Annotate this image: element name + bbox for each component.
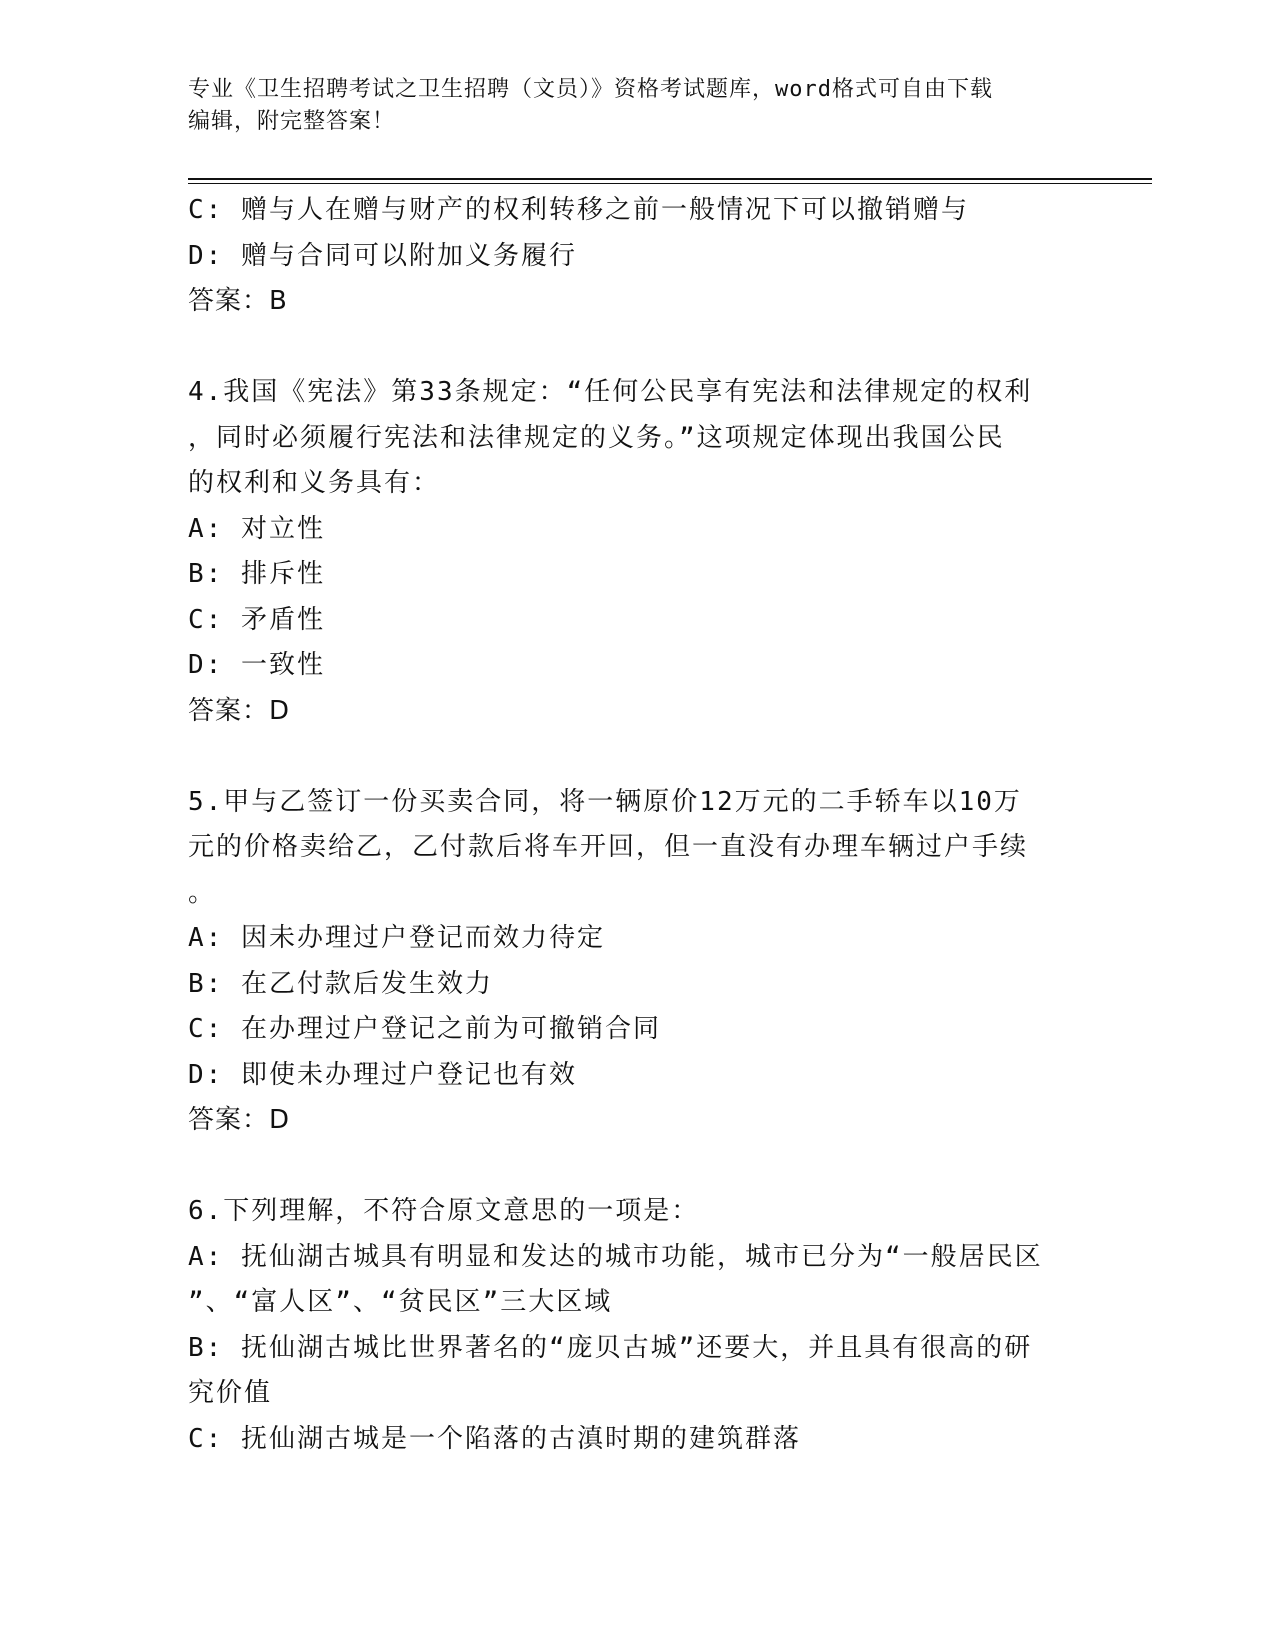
header-line-2: 编辑，附完整答案！: [188, 109, 396, 134]
answer: 答案：B: [188, 286, 288, 316]
header-rule-thin: [188, 183, 1152, 184]
option-c: C: 在办理过户登记之前为可撤销合同: [188, 1014, 661, 1044]
question-stem: 6.下列理解，不符合原文意思的一项是：: [188, 1196, 700, 1226]
question-4: [188, 370, 1088, 734]
option-a: A: 对立性: [188, 513, 325, 544]
option-d: D: 即使未办理过户登记也有效: [188, 1059, 577, 1090]
question-stem: 的权利和义务具有：: [188, 468, 441, 498]
question-stem: 5.甲与乙签订一份买卖合同，将一辆原价12万元的二手轿车以10万: [188, 786, 1022, 817]
spacer: [188, 1144, 1088, 1190]
question-5: [188, 780, 1088, 1144]
option-a: A: 抚仙湖古城具有明显和发达的城市功能，城市已分为“一般居民区: [188, 1241, 1043, 1272]
option-b: B: 抚仙湖古城比世界著名的“庞贝古城”还要大，并且具有很高的研: [188, 1332, 1033, 1363]
option-c: C: 矛盾性: [188, 604, 325, 635]
question-content: [188, 188, 1088, 1462]
answer: 答案：D: [188, 695, 291, 726]
question-stem: 元的价格卖给乙，乙付款后将车开回，但一直没有办理车辆过户手续: [188, 832, 1029, 862]
spacer: [188, 734, 1088, 780]
spacer: [188, 325, 1088, 371]
header-line-1: 专业《卫生招聘考试之卫生招聘（文员）》资格考试题库，word格式可自由下载: [188, 77, 993, 102]
question-stem: ，同时必须履行宪法和法律规定的义务。”这项规定体现出我国公民: [188, 422, 1005, 453]
option-c: C: 抚仙湖古城是一个陷落的古滇时期的建筑群落: [188, 1423, 801, 1454]
question-stem: 。: [188, 877, 217, 908]
header-rule-thick: [188, 178, 1152, 180]
page-header: [188, 74, 1088, 138]
answer: 答案：D: [188, 1105, 291, 1135]
option-b-continued: 究价值: [188, 1378, 273, 1408]
option-b: B: 排斥性: [188, 559, 325, 589]
option-a: A: 因未办理过户登记而效力待定: [188, 923, 605, 953]
option-d: D: 赠与合同可以附加义务履行: [188, 240, 577, 271]
option-d: D: 一致性: [188, 650, 325, 680]
question-stem: 4.我国《宪法》第33条规定：“任何公民享有宪法和法律规定的权利: [188, 377, 1033, 407]
question-3-tail: [188, 188, 1088, 325]
option-c: C: 赠与人在赠与财产的权利转移之前一般情况下可以撤销赠与: [188, 195, 969, 225]
option-a-continued: ”、“富人区”、“贫民区”三大区域: [188, 1287, 613, 1317]
option-b: B: 在乙付款后发生效力: [188, 968, 493, 999]
question-6: [188, 1189, 1088, 1462]
